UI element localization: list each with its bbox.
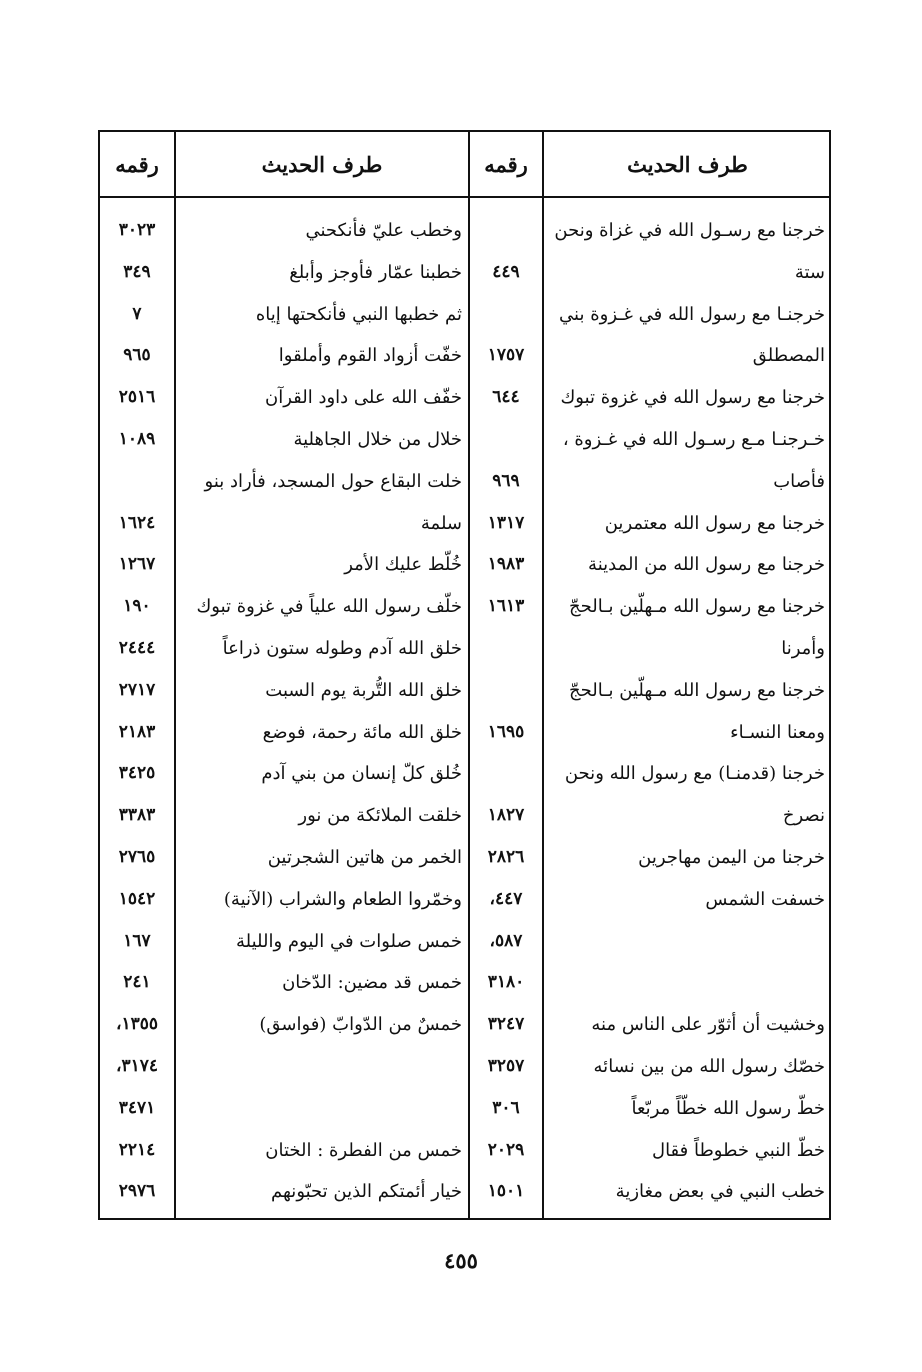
table-cell: ١٠٨٩ (118, 428, 156, 449)
table-cell: ٢٨٢٦ (487, 846, 525, 867)
table-cell (470, 419, 542, 461)
table-cell: ٩٦٥ (123, 345, 151, 366)
table-cell: ٣٢٥٧ (487, 1055, 525, 1076)
table-cell (544, 962, 831, 1004)
table-cell: خرجنا مع رسـول الله في غزاة ونحن (554, 220, 825, 241)
index-table (98, 130, 831, 1220)
table-cell: خلق الله مائة رحمة، فوضع (262, 721, 462, 743)
table-cell: خمس من الفطرة : الختان (265, 1139, 462, 1161)
table-cell: خلّف رسول الله علياً في غزوة تبوك (196, 596, 462, 618)
table-cell: ٢٢١٤ (118, 1139, 156, 1160)
right-hadith-column (544, 210, 831, 1213)
table-cell: خُلّط عليك الأمر (344, 554, 462, 576)
table-cell: خرجنا مع رسول الله مـهلّين بـالحجّ (569, 596, 825, 618)
table-cell: ٧ (132, 303, 142, 324)
table-cell: ٣٢٤٧ (487, 1014, 525, 1035)
table-cell: ٣٣٨٣ (118, 805, 156, 826)
header-number-right: رقمه (484, 151, 528, 177)
table-cell: خمس قد مضين: الدّخان (282, 972, 462, 994)
table-cell: خلقت الملائكة من نور (298, 805, 462, 827)
table-cell: ٣٤٩ (123, 261, 151, 282)
table-cell: ٣١٧٤، (115, 1055, 159, 1076)
table-cell: ومعنا النسـاء (730, 721, 825, 743)
table-cell (470, 628, 542, 670)
table-cell (100, 461, 174, 503)
table-cell: وخشيت أن أثوّر على الناس منه (591, 1014, 825, 1036)
table-cell: ٢٤١ (123, 972, 151, 993)
table-cell: المصطلق (752, 345, 825, 367)
header-hadith-left: طرف الحديث (261, 151, 383, 177)
table-cell: خُلق كلّ إنسان من بني آدم (261, 763, 462, 785)
table-cell: ٦٤٤ (492, 387, 520, 408)
table-cell: ١٣١٧ (487, 512, 525, 533)
table-cell: خرجنـا مع رسول الله في غـزوة بني (559, 303, 825, 325)
table-cell: ١٥٤٢ (118, 888, 156, 909)
table-cell (176, 1088, 468, 1130)
table-cell: ١٦٩٥ (487, 721, 525, 742)
table-cell: خطبنا عمّار فأوجز وأبلغ (289, 261, 462, 283)
table-cell: خرجنا (قدمنـا) مع رسول الله ونحن (564, 763, 825, 785)
table-cell (176, 1046, 468, 1088)
table-cell: خـرجنـا مـع رسـول الله في غـزوة ، (562, 428, 825, 450)
table-cell: ١٥٠١ (487, 1181, 525, 1202)
table-cell: ٣٤٧١ (118, 1097, 156, 1118)
table-cell: خصّك رسول الله من بين نسائه (593, 1055, 825, 1077)
table-cell: وأمرنا (781, 637, 825, 659)
table-cell: ٣٠٢٣ (118, 220, 156, 240)
page-number: ٤٥٥ (444, 1248, 478, 1273)
table-cell: ٢١٨٣ (118, 721, 156, 742)
table-cell: ١٩٠ (123, 596, 151, 617)
table-cell: ٢٧١٧ (118, 679, 156, 700)
table-cell: خلال من خلال الجاهلية (293, 428, 462, 450)
table-cell: خطب النبي في بعض مغازية (615, 1181, 825, 1203)
table-cell: خرجنا من اليمن مهاجرين (638, 846, 825, 868)
table-cell: خسفت الشمس (705, 888, 825, 910)
table-cell: خيار أئمتكم الذين تحبّونهم (271, 1181, 462, 1203)
table-cell (470, 753, 542, 795)
table-cell: خمس صلوات في اليوم والليلة (235, 930, 462, 952)
table-cell: خرجنا مع رسول الله معتمرين (604, 512, 825, 534)
table-cell: نصرخ (782, 805, 825, 827)
table-cell: خلق الله التُّربة يوم السبت (265, 679, 462, 701)
table-cell: خطّ النبي خطوطاً فقال (651, 1139, 825, 1161)
table-cell: ١٦٧ (123, 930, 151, 951)
table-cell: خطّ رسول الله خطّاً مربّعاً (631, 1097, 825, 1119)
table-cell: خمسٌ من الدّوابّ (فواسق) (259, 1014, 462, 1036)
table-cell: ٤٤٩ (492, 261, 520, 282)
table-cell: خلق الله آدم وطوله ستون ذراعاً (222, 637, 462, 659)
table-cell: ١٧٥٧ (487, 345, 525, 366)
table-cell: ٢٤٤٤ (118, 637, 156, 658)
table-cell: الخمر من هاتين الشجرتين (267, 846, 462, 868)
table-cell: ستة (794, 261, 825, 283)
table-cell (470, 670, 542, 712)
table-cell (544, 921, 831, 963)
table-cell: ٥٨٧، (489, 930, 523, 951)
table-cell: خرجنا مع رسول الله من المدينة (588, 554, 825, 576)
table-cell: ٩٦٩ (492, 470, 520, 491)
table-cell: ٢٩٧٦ (118, 1181, 156, 1202)
table-cell: وخطب عليّ فأنكحني (305, 220, 462, 241)
table-cell (470, 210, 542, 252)
table-cell: ٣١٨٠ (487, 972, 525, 993)
header-hadith-right: طرف الحديث (627, 151, 748, 177)
table-cell: خفّت أزواد القوم وأملقوا (278, 345, 462, 367)
table-cell: ٢٠٢٩ (487, 1139, 525, 1160)
table-cell: ٢٧٦٥ (118, 846, 156, 867)
table-cell: فأصاب (773, 470, 825, 492)
table-cell: ٣٤٢٥ (118, 763, 156, 784)
header-number-left: رقمه (115, 151, 159, 177)
header-divider (100, 196, 829, 198)
table-cell: ١٦١٣ (487, 596, 525, 617)
table-cell: خلت البقاع حول المسجد، فأراد بنو (204, 470, 462, 492)
table-cell: ٣٠٦ (492, 1097, 520, 1118)
table-cell: ١٦٢٤ (118, 512, 156, 533)
table-cell: ٢٥١٦ (118, 387, 156, 408)
right-number-column (470, 210, 542, 1213)
table-cell: خفّف الله على داود القرآن (264, 387, 462, 409)
table-cell: ١٢٦٧ (118, 554, 156, 575)
table-cell: ٤٤٧، (489, 888, 523, 909)
left-hadith-column (176, 210, 468, 1213)
table-cell: وخمّروا الطعام والشراب (الآنية) (223, 888, 462, 910)
table-cell (470, 294, 542, 336)
table-cell: ثم خطبها النبي فأنكحتها إياه (255, 303, 462, 325)
table-cell: خرجنا مع رسول الله في غزوة تبوك (560, 387, 825, 409)
table-cell: ١٨٢٧ (487, 805, 525, 826)
table-cell: خرجنا مع رسول الله مـهلّين بـالحجّ (569, 679, 825, 701)
table-cell: ١٩٨٣ (487, 554, 525, 575)
table-cell: سلمة (420, 512, 462, 534)
table-cell: ١٣٥٥، (115, 1014, 159, 1035)
left-number-column (100, 210, 174, 1213)
